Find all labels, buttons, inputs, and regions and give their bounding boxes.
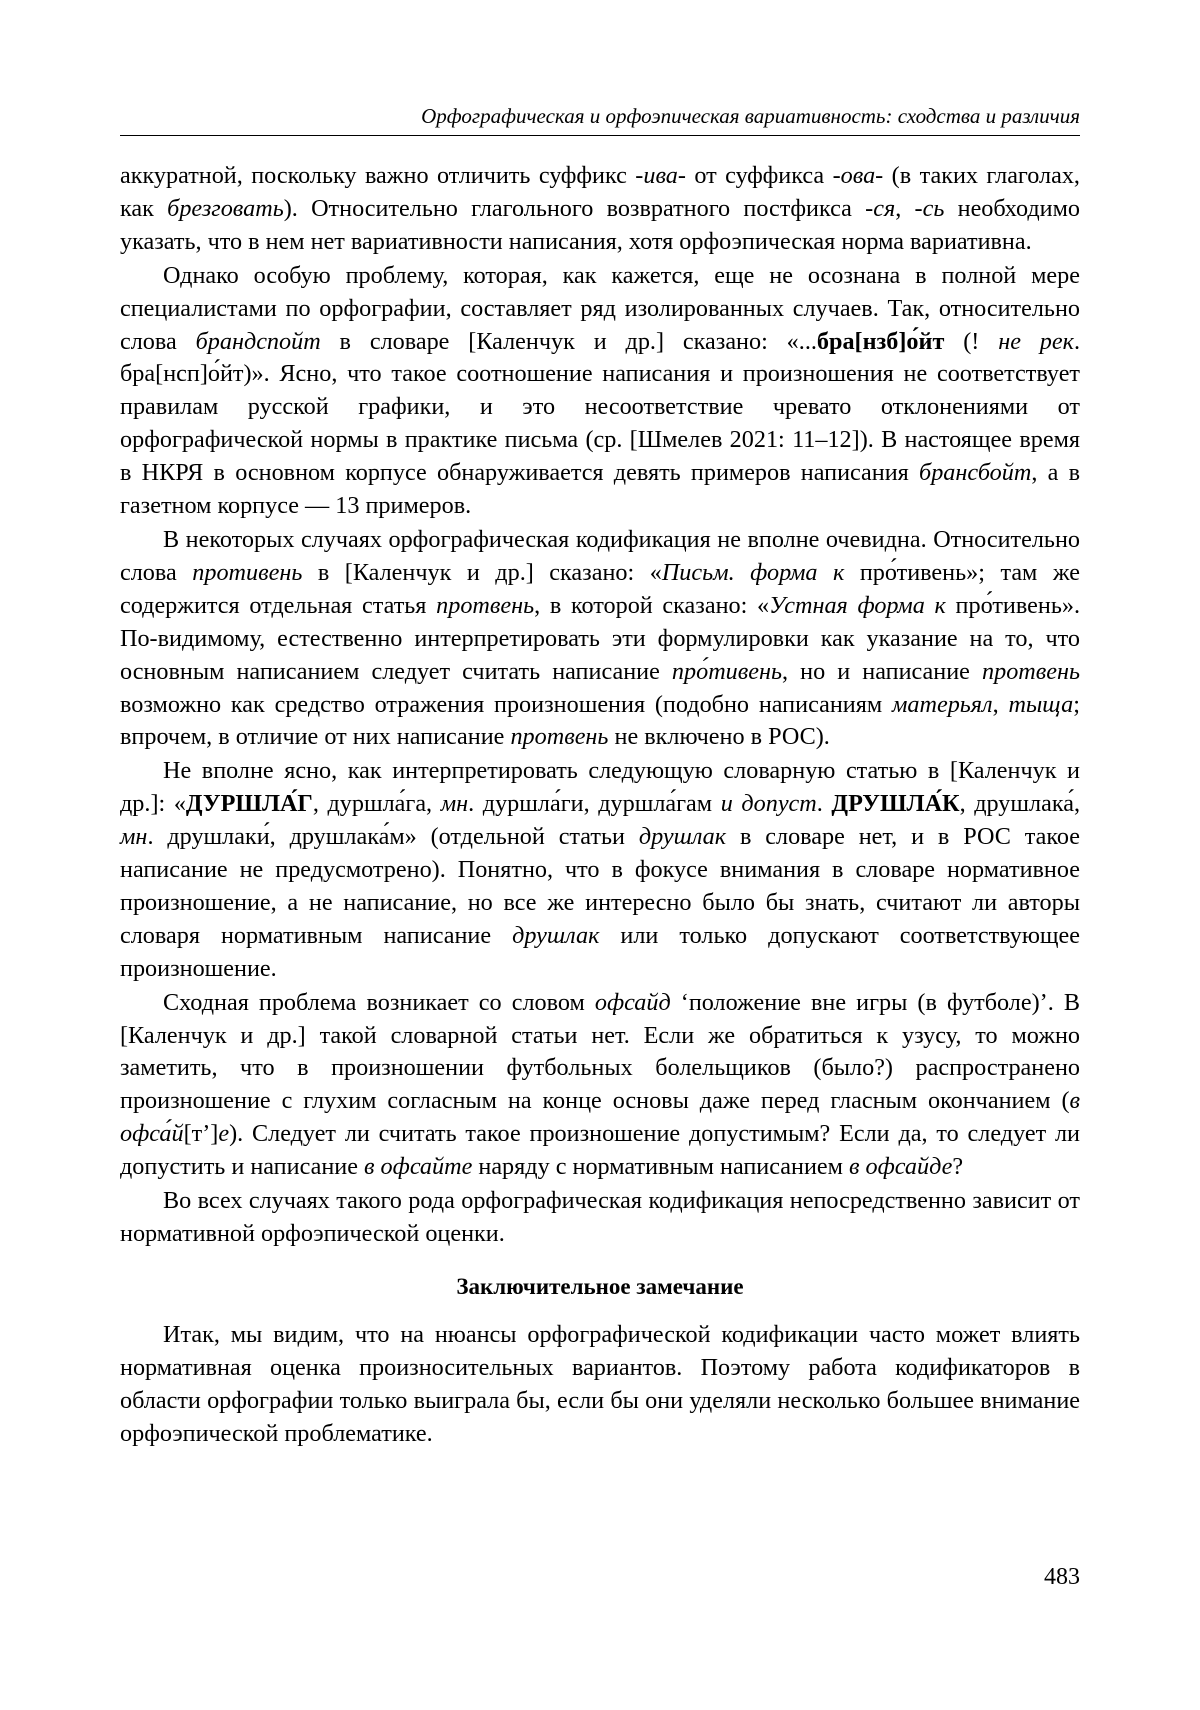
text-run: ; впрочем, в отличие от них написание [120, 690, 1080, 751]
italic-run: офсайд [594, 988, 671, 1016]
text-run: или только допускают соответствующее произношение. [120, 921, 1081, 982]
section-title: Заключительное замечание [456, 1273, 744, 1299]
italic-run: противень [192, 558, 303, 586]
text-run: . бра[нсп]о́йт)». Ясно, что такое соотношение написания и произношения не соответствует правилам русской графики, и это несоответствие чревато отклонениями от орфографической нормы в практике письма (ср. [Шмелев 2021: 11–12]). В настоящее время в НКРЯ в основном корпусе обнаруживается девять примеров написания [120, 327, 1080, 487]
text-run: в словаре нет, и в РОС такое написание не предусмотрено). Понятно, что в фокусе внимания в словаре нормативное произношение, а не написание, но все же интересно было бы знать, считают ли авторы словаря нормативным написание [120, 823, 1080, 949]
text-run: Не вполне ясно, как интерпретировать следующую словарную статью в [Каленчук и др.]: « [120, 757, 1080, 818]
italic-run: друшлак [512, 921, 600, 949]
italic-run: ова [840, 162, 876, 189]
bold-run: бра[нзб]о́йт [816, 327, 945, 355]
text-run: . [816, 790, 832, 818]
text-run: , в которой сказано: « [534, 591, 770, 619]
italic-run: мн [120, 823, 148, 851]
text-run: не включено в РОС). [608, 723, 830, 751]
bold-run: ДРУШЛА́К [831, 790, 960, 818]
text-run: ). Следует ли считать такое произношение допустимым? Если да, то следует ли допустить и написание [120, 1120, 1080, 1181]
closing-paragraph [120, 1319, 1080, 1451]
italic-run: мн [440, 790, 469, 818]
italic-run: в офсайте [364, 1153, 473, 1181]
text-run: (! [944, 327, 999, 355]
text-run: ). Относительно глагольного возвратного постфикса - [283, 194, 874, 222]
italic-run: протвень [510, 723, 609, 751]
italic-run: в офса́й [120, 1087, 1080, 1148]
italic-run: в офсайде [849, 1153, 953, 1181]
paragraph-6 [120, 1185, 1080, 1251]
page-number: 483 [1044, 1564, 1080, 1590]
text-run: Итак, мы видим, что на нюансы орфографической кодификации часто может влиять нормативная оценка произносительных вариантов. Поэтому работа кодификаторов в области орфографии только выиграла бы, если бы они уделяли несколько большее внимание орфоэпической проблематике. [120, 1320, 1080, 1447]
text-run: , но и написание [782, 657, 982, 685]
text-run: - (в таких глаголах, как [120, 162, 1080, 222]
italic-run: Устная форма к [769, 591, 946, 619]
text-run: , дуршла́га, [312, 790, 441, 818]
paragraph-4 [120, 755, 1080, 985]
text-run: - от суффикса - [677, 162, 841, 189]
text-run: в словаре [Каленчук и др.] сказано: «... [320, 327, 817, 355]
italic-run: не рек [998, 327, 1074, 355]
text-run: ‘положение вне игры (в футболе)’. В [Каленчук и др.] такой словарной статьи нет. Если же обратиться к узусу, то можно заметить, что в произношении футбольных болельщиков (было?) распространено произношение с глухим согласным на конце основы даже перед гласным окончанием ( [120, 988, 1080, 1115]
text-run: , - [895, 194, 923, 222]
running-head: Орфографическая и орфоэпическая вариативность: сходства и различия [421, 104, 1080, 128]
text-run: ? [952, 1153, 964, 1181]
text-run: аккуратной, поскольку важно отличить суффикс - [120, 162, 644, 189]
paragraph-2 [120, 260, 1080, 523]
italic-run: ива [643, 162, 678, 189]
text-run: про́тивень»; там же содержится отдельная статья [120, 558, 1080, 619]
text-run: В некоторых случаях орфографическая кодификация не вполне очевидна. Относительно слова [120, 525, 1080, 586]
body-text [120, 160, 1080, 1452]
italic-run: протвень [982, 657, 1080, 685]
text-run: , а в газетном корпусе — 13 примеров. [120, 459, 1081, 520]
text-run: про́тивень». По-видимому, естественно интерпретировать эти формулировки как указание на то, что основным написанием следует считать написание [120, 591, 1080, 685]
italic-run: друшлак [638, 823, 727, 851]
text-run: необходимо указать, что в нем нет вариативности написания, хотя орфоэпическая норма вариативна. [120, 194, 1080, 255]
text-run: , [992, 690, 1009, 718]
italic-run: и допуст [720, 790, 817, 818]
italic-run: про́тивень [671, 657, 783, 685]
paragraph-1 [120, 160, 1080, 259]
italic-run: ся [873, 194, 896, 222]
italic-run: е [218, 1120, 230, 1148]
italic-run: Письм. форма к [661, 558, 845, 586]
text-run: наряду с нормативным написанием [472, 1153, 849, 1181]
text-run: в [Каленчук и др.] сказано: « [302, 558, 662, 586]
italic-run: протвень [436, 591, 535, 619]
text-run: . друшлаки́, друшлака́м» (отдельной статьи [147, 823, 639, 851]
text-run: Однако особую проблему, которая, как кажется, еще не осознана в полной мере специалистами по орфографии, составляет ряд изолированных случаев. Так, относительно слова [120, 261, 1080, 355]
header-rule [120, 135, 1080, 136]
text-run: Сходная проблема возникает со словом [163, 988, 595, 1016]
text-run: возможно как средство отражения произношения (подобно написаниям [120, 690, 892, 718]
italic-run: брезговать [167, 194, 284, 222]
text-run: [т’] [183, 1120, 219, 1148]
italic-run: брансбойт [919, 459, 1032, 487]
paragraph-5 [120, 987, 1080, 1184]
text-run: Во всех случаях такого рода орфографическая кодификация непосредственно зависит от нормативной орфоэпической оценки. [120, 1187, 1080, 1247]
italic-run: сь [922, 194, 945, 222]
italic-run: брандспойт [195, 327, 321, 355]
text-run: , друшлака́, [959, 790, 1080, 818]
text-run: . дуршла́ги, дуршла́гам [468, 790, 721, 818]
italic-run: тыща [1008, 690, 1074, 718]
paragraph-3 [120, 524, 1080, 754]
bold-run: ДУРШЛА́Г [185, 790, 313, 818]
italic-run: матерьял [891, 690, 993, 718]
